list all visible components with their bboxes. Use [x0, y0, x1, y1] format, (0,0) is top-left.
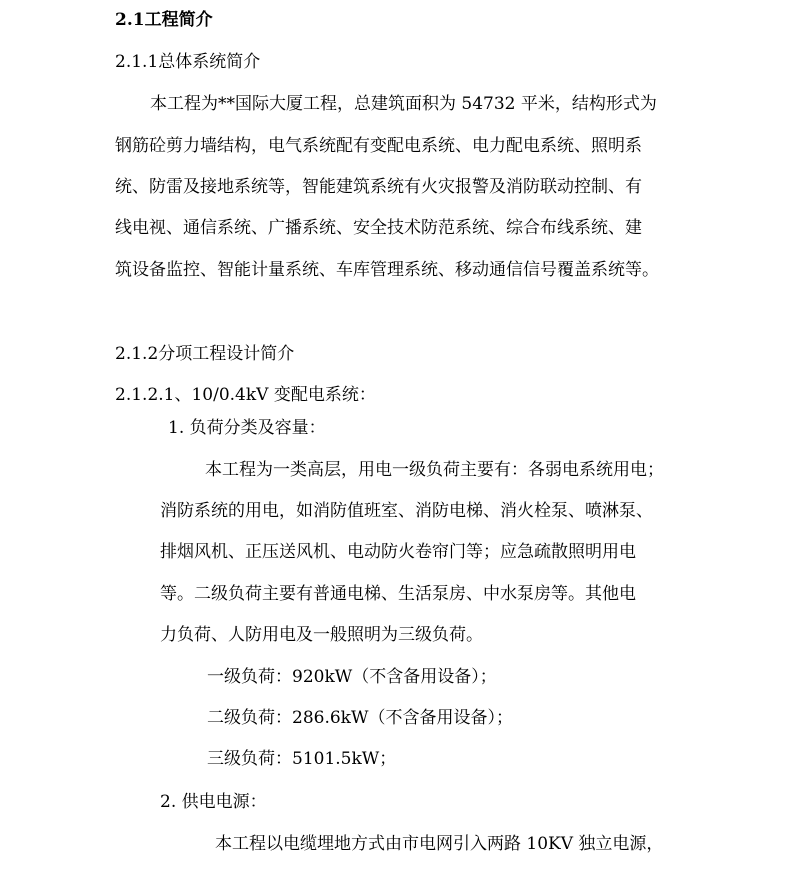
paragraph-line: 线电视、通信系统、广播系统、安全技术防范系统、综合布线系统、建 [115, 218, 642, 238]
subsection-heading-design: 2.1.2分项工程设计简介 [115, 344, 295, 364]
paragraph-line: 排烟风机、正压送风机、电动防火卷帘门等；应急疏散照明用电 [160, 542, 636, 562]
paragraph-line: 力负荷、人防用电及一般照明为三级负荷。 [160, 625, 483, 645]
subsection-heading-overview: 2.1.1总体系统简介 [115, 52, 261, 72]
subsubsection-heading: 2.1.2.1、10/0.4kV 变配电系统： [115, 385, 376, 405]
load-line-level1: 一级负荷：920kW（不含备用设备）； [207, 667, 497, 687]
load-line-level3: 三级负荷：5101.5kW； [207, 749, 397, 769]
paragraph-line: 等。二级负荷主要有普通电梯、生活泵房、中水泵房等。其他电 [160, 584, 636, 604]
list-item-heading: 1. 负荷分类及容量： [168, 418, 326, 438]
paragraph-line: 消防系统的用电，如消防值班室、消防电梯、消火栓泵、喷淋泵、 [160, 501, 653, 521]
list-item-heading: 2. 供电电源： [160, 792, 267, 812]
load-line-level2: 二级负荷：286.6kW（不含备用设备）； [207, 708, 513, 728]
paragraph-line: 钢筋砼剪力墙结构，电气系统配有变配电系统、电力配电系统、照明系 [115, 136, 642, 156]
paragraph-line: 统、防雷及接地系统等，智能建筑系统有火灾报警及消防联动控制、有 [115, 177, 642, 197]
paragraph-line: 本工程为一类高层，用电一级负荷主要有：各弱电系统用电； [205, 460, 664, 480]
paragraph-line: 本工程为**国际大厦工程，总建筑面积为 54732 平米，结构形式为 [150, 94, 657, 114]
paragraph-line: 本工程以电缆埋地方式由市电网引入两路 10KV 独立电源， [215, 834, 664, 854]
section-heading: 2.1工程简介 [115, 10, 213, 30]
paragraph-line: 筑设备监控、智能计量系统、车库管理系统、移动通信信号覆盖系统等。 [115, 260, 659, 280]
